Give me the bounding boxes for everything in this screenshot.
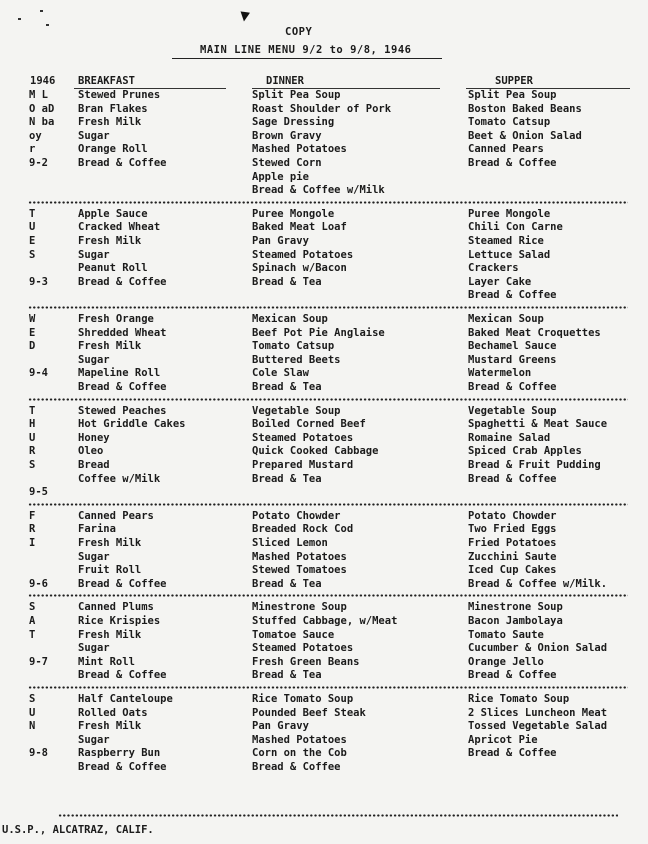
day-label: r	[29, 143, 36, 156]
supper-item: Puree Mongole	[468, 207, 551, 220]
breakfast-item: Bread & Coffee	[78, 275, 167, 288]
menu-row	[0, 432, 648, 446]
dotted-separator	[28, 594, 628, 598]
breakfast-item: Apple Sauce	[78, 207, 148, 220]
dinner-item: Potato Chowder	[252, 509, 341, 522]
day-label: U	[29, 431, 36, 444]
dinner-item: Steamed Potatoes	[252, 642, 354, 655]
day-label: N ba	[29, 116, 55, 129]
day-label: R	[29, 445, 36, 458]
day-label: H	[29, 418, 36, 431]
dinner-item: Prepared Mustard	[252, 459, 354, 471]
dinner-item: Minestrone Soup	[252, 601, 347, 614]
dinner-item: Bread & Tea	[252, 472, 322, 485]
breakfast-item: Rolled Oats	[78, 706, 148, 719]
dinner-item: Vegetable Soup	[252, 404, 341, 417]
supper-item: Bread & Coffee	[468, 472, 557, 485]
day-label: I	[29, 537, 36, 549]
menu-row	[0, 143, 648, 157]
breakfast-item: Bread & Coffee	[78, 761, 167, 773]
day-label: O aD	[29, 102, 55, 115]
dotted-separator	[28, 398, 628, 402]
supper-item: Two Fried Eggs	[468, 523, 557, 536]
speck	[40, 10, 43, 12]
menu-row	[0, 734, 648, 748]
supper-item: Beet & Onion Salad	[468, 129, 582, 142]
breakfast-item: Honey	[78, 431, 110, 444]
dinner-item: Bread & Coffee	[252, 761, 341, 773]
breakfast-item: Mint Roll	[78, 655, 135, 668]
day-label: T	[29, 404, 36, 417]
breakfast-item: Fresh Milk	[78, 340, 142, 353]
breakfast-item: Hot Griddle Cakes	[78, 418, 186, 431]
dinner-item: Bread & Coffee w/Milk	[252, 184, 385, 197]
breakfast-item: Stewed Peaches	[78, 404, 167, 417]
breakfast-item: Orange Roll	[78, 143, 148, 156]
year-label: 1946	[30, 75, 56, 87]
menu-row	[0, 642, 648, 656]
breakfast-item: Fresh Milk	[78, 720, 142, 733]
day-label: F	[29, 509, 36, 522]
breakfast-item: Sugar	[78, 550, 110, 563]
supper-item: Steamed Rice	[468, 235, 544, 247]
breakfast-item: Fresh Orange	[78, 313, 154, 325]
breakfast-item: Fresh Milk	[78, 235, 142, 247]
footer-location: U.S.P., ALCATRAZ, CALIF.	[2, 824, 154, 836]
menu-row	[0, 130, 648, 144]
breakfast-item: Bran Flakes	[78, 102, 148, 115]
supper-item: Bread & Coffee	[468, 157, 557, 169]
dinner-item: Mexican Soup	[252, 313, 328, 325]
dotted-separator	[28, 686, 628, 690]
dinner-item: Tomato Catsup	[252, 340, 335, 353]
copy-label: COPY	[285, 26, 313, 38]
breakfast-item: Shredded Wheat	[78, 326, 167, 339]
dinner-item: Cole Slaw	[252, 367, 309, 380]
dinner-item: Sage Dressing	[252, 116, 335, 129]
day-label: W	[29, 313, 36, 325]
breakfast-item: Mapeline Roll	[78, 367, 161, 380]
menu-row	[0, 656, 648, 670]
dinner-item: Pan Gravy	[252, 720, 309, 733]
dinner-item: Pounded Beef Steak	[252, 706, 366, 719]
supper-item: Zucchini Saute	[468, 550, 557, 563]
breakfast-item: Fruit Roll	[78, 564, 142, 577]
day-label: E	[29, 235, 36, 247]
menu-row	[0, 629, 648, 643]
supper-item: Fried Potatoes	[468, 537, 557, 549]
dinner-item: Brown Gravy	[252, 129, 322, 142]
supper-item: Canned Pears	[468, 143, 544, 156]
breakfast-item: Raspberry Bun	[78, 747, 161, 760]
page-title: MAIN LINE MENU 9/2 to 9/8, 1946	[200, 44, 412, 56]
dinner-item: Stewed Corn	[252, 157, 322, 169]
menu-row	[0, 578, 648, 592]
dotted-separator	[28, 306, 628, 310]
menu-row	[0, 116, 648, 130]
supper-item: Spaghetti & Meat Sauce	[468, 418, 608, 431]
dinner-item: Tomatoe Sauce	[252, 628, 335, 641]
day-label: 9-4	[29, 367, 48, 380]
menu-row	[0, 103, 648, 117]
breakfast-item: Fresh Milk	[78, 628, 142, 641]
menu-row	[0, 327, 648, 341]
day-label: 9-6	[29, 577, 48, 590]
day-label: 9-2	[29, 157, 48, 169]
supper-item: Romaine Salad	[468, 431, 551, 444]
day-label: 9-5	[29, 486, 48, 499]
dinner-item: Breaded Rock Cod	[252, 523, 354, 536]
day-label: 9-7	[29, 655, 48, 668]
menu-row	[0, 707, 648, 721]
supper-item: Bread & Coffee	[468, 747, 557, 760]
dotted-separator	[28, 201, 628, 205]
menu-row	[0, 171, 648, 185]
menu-row	[0, 669, 648, 683]
menu-row	[0, 601, 648, 615]
menu-row	[0, 184, 648, 198]
col-header-dinner: DINNER	[266, 75, 304, 87]
breakfast-item: Rice Krispies	[78, 615, 161, 627]
menu-row	[0, 89, 648, 103]
breakfast-item: Stewed Prunes	[78, 89, 161, 101]
supper-item: Iced Cup Cakes	[468, 564, 557, 577]
breakfast-item: Oleo	[78, 445, 104, 458]
dotted-separator	[28, 503, 628, 507]
menu-row	[0, 445, 648, 459]
menu-row	[0, 340, 648, 354]
dinner-item: Mashed Potatoes	[252, 733, 347, 746]
supper-item: Tomato Catsup	[468, 116, 551, 129]
dinner-item: Pan Gravy	[252, 235, 309, 247]
breakfast-item: Sugar	[78, 129, 110, 142]
menu-row	[0, 249, 648, 263]
supper-item: Mustard Greens	[468, 353, 557, 366]
supper-item: Tossed Vegetable Salad	[468, 720, 608, 733]
day-label: S	[29, 459, 36, 471]
day-label: S	[29, 693, 36, 705]
breakfast-item: Bread & Coffee	[78, 381, 167, 393]
menu-row	[0, 564, 648, 578]
supper-item: Spiced Crab Apples	[468, 445, 582, 458]
supper-item: Bread & Fruit Pudding	[468, 459, 601, 471]
menu-row	[0, 551, 648, 565]
breakfast-item: Fresh Milk	[78, 537, 142, 549]
dinner-item: Bread & Tea	[252, 275, 322, 288]
supper-item: Bechamel Sauce	[468, 340, 557, 353]
dinner-item: Steamed Potatoes	[252, 431, 354, 444]
day-label: S	[29, 601, 36, 614]
breakfast-item: Cracked Wheat	[78, 221, 161, 234]
supper-item: Boston Baked Beans	[468, 102, 582, 115]
menu-row	[0, 381, 648, 395]
dinner-item: Rice Tomato Soup	[252, 693, 354, 705]
dinner-item: Bread & Tea	[252, 381, 322, 393]
speck	[18, 18, 21, 20]
menu-row	[0, 235, 648, 249]
breakfast-item: Canned Pears	[78, 509, 154, 522]
supper-item: Baked Meat Croquettes	[468, 326, 601, 339]
supper-item: Bread & Coffee w/Milk.	[468, 577, 608, 590]
supper-item: Minestrone Soup	[468, 601, 563, 614]
day-label: U	[29, 221, 36, 234]
day-label: U	[29, 706, 36, 719]
col-header-breakfast: BREAKFAST	[78, 75, 135, 87]
supper-item: Bacon Jambolaya	[468, 615, 563, 627]
supper-item: Bread & Coffee	[468, 289, 557, 302]
dinner-item: Bread & Tea	[252, 577, 322, 590]
supper-item: Layer Cake	[468, 275, 532, 288]
dinner-item: Apple pie	[252, 170, 309, 183]
menu-row	[0, 693, 648, 707]
supper-item: 2 Slices Luncheon Meat	[468, 706, 608, 719]
speck	[46, 24, 49, 26]
supper-item: Bread & Coffee	[468, 381, 557, 393]
dinner-item: Steamed Potatoes	[252, 248, 354, 261]
menu-row	[0, 354, 648, 368]
breakfast-item: Sugar	[78, 248, 110, 261]
menu-row	[0, 486, 648, 500]
supper-item: Tomato Saute	[468, 628, 544, 641]
menu-row	[0, 615, 648, 629]
menu-row	[0, 537, 648, 551]
breakfast-item: Bread & Coffee	[78, 577, 167, 590]
menu-row	[0, 262, 648, 276]
supper-item: Mexican Soup	[468, 313, 544, 325]
supper-item: Cucumber & Onion Salad	[468, 642, 608, 655]
menu-row	[0, 720, 648, 734]
title-underline	[172, 58, 442, 59]
breakfast-item: Sugar	[78, 733, 110, 746]
dinner-item: Bread & Tea	[252, 669, 322, 682]
dinner-item: Beef Pot Pie Anglaise	[252, 326, 385, 339]
breakfast-item: Sugar	[78, 353, 110, 366]
supper-item: Vegetable Soup	[468, 404, 557, 417]
dinner-item: Roast Shoulder of Pork	[252, 102, 392, 115]
menu-row	[0, 313, 648, 327]
day-label: N	[29, 720, 36, 733]
dinner-item: Corn on the Cob	[252, 747, 347, 760]
breakfast-item: Fresh Milk	[78, 116, 142, 129]
menu-row	[0, 418, 648, 432]
menu-row	[0, 523, 648, 537]
dinner-item: Baked Meat Loaf	[252, 221, 347, 234]
menu-row	[0, 221, 648, 235]
dotted-separator	[58, 814, 618, 818]
dinner-item: Puree Mongole	[252, 207, 335, 220]
dinner-item: Buttered Beets	[252, 353, 341, 366]
supper-item: Bread & Coffee	[468, 669, 557, 682]
supper-item: Apricot Pie	[468, 733, 538, 746]
breakfast-item: Bread & Coffee	[78, 157, 167, 169]
day-label: T	[29, 628, 36, 641]
day-label: D	[29, 340, 36, 353]
day-label: T	[29, 207, 36, 220]
col-header-supper: SUPPER	[495, 75, 533, 87]
day-label: R	[29, 523, 36, 536]
menu-row	[0, 208, 648, 222]
dinner-item: Stewed Tomatoes	[252, 564, 347, 577]
menu-row	[0, 367, 648, 381]
breakfast-item: Sugar	[78, 642, 110, 655]
supper-item: Chili Con Carne	[468, 221, 563, 234]
menu-row	[0, 276, 648, 290]
menu-row	[0, 405, 648, 419]
breakfast-item: Half Canteloupe	[78, 693, 173, 705]
menu-row	[0, 510, 648, 524]
day-label: 9-3	[29, 275, 48, 288]
breakfast-item: Canned Plums	[78, 601, 154, 614]
dinner-item: Spinach w/Bacon	[252, 262, 347, 275]
supper-item: Lettuce Salad	[468, 248, 551, 261]
menu-row	[0, 473, 648, 487]
menu-row	[0, 747, 648, 761]
dinner-item: Stuffed Cabbage, w/Meat	[252, 615, 398, 627]
breakfast-item: Peanut Roll	[78, 262, 148, 275]
dinner-item: Boiled Corned Beef	[252, 418, 366, 431]
menu-row	[0, 289, 648, 303]
dinner-item: Sliced Lemon	[252, 537, 328, 549]
day-label: S	[29, 248, 36, 261]
menu-row	[0, 459, 648, 473]
day-label: E	[29, 326, 36, 339]
dinner-item: Mashed Potatoes	[252, 550, 347, 563]
day-label: oy	[29, 129, 42, 142]
menu-row	[0, 761, 648, 775]
breakfast-item: Bread & Coffee	[78, 669, 167, 682]
dinner-item: Quick Cooked Cabbage	[252, 445, 379, 458]
menu-row	[0, 157, 648, 171]
breakfast-item: Bread	[78, 459, 110, 471]
breakfast-item: Coffee w/Milk	[78, 472, 161, 485]
day-label: A	[29, 615, 36, 627]
supper-item: Watermelon	[468, 367, 532, 380]
pen-mark: ▼	[238, 5, 251, 26]
dinner-item: Mashed Potatoes	[252, 143, 347, 156]
supper-item: Rice Tomato Soup	[468, 693, 570, 705]
supper-item: Orange Jello	[468, 655, 544, 668]
day-label: 9-8	[29, 747, 48, 760]
day-label: M L	[29, 89, 48, 101]
supper-item: Potato Chowder	[468, 509, 557, 522]
supper-item: Crackers	[468, 262, 519, 275]
breakfast-item: Farina	[78, 523, 116, 536]
dinner-item: Split Pea Soup	[252, 89, 341, 101]
dinner-item: Fresh Green Beans	[252, 655, 360, 668]
supper-item: Split Pea Soup	[468, 89, 557, 101]
